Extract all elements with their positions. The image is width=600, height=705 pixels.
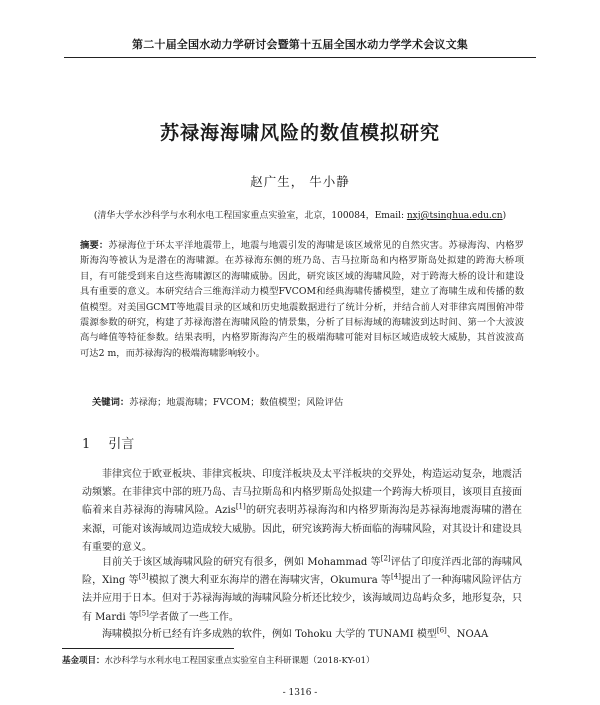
p2-text-a: 目前关于该区域海啸风险的研究有很多，例如 Mohammad 等 — [102, 557, 381, 568]
p1-tail: 的研究表明苏禄海沟和内格罗斯海沟是苏禄海地震海啸的潜在来源，可能对该海域周边造成较大威胁。因此，研究该跨海大桥面临的海啸风险，对其设计和建设具有重要的意义。 — [82, 505, 522, 553]
body-paragraph-2 — [82, 554, 522, 627]
citation-2[interactable]: [2] — [380, 554, 391, 563]
page-number: - 1316 - — [282, 688, 318, 698]
body-paragraph-1 — [82, 466, 522, 557]
paper-affiliation — [40, 208, 560, 221]
footnote-rule — [62, 648, 234, 649]
citation-3[interactable]: [3] — [138, 572, 149, 581]
citation-4[interactable]: [4] — [391, 572, 401, 581]
abstract-label: 摘要： — [80, 240, 109, 251]
p3-text-b: 、NOAA — [446, 629, 489, 640]
keywords-label: 关键词： — [92, 397, 130, 408]
p2-text-e: 学者做了一些工作。 — [148, 611, 239, 623]
affiliation-text: (清华大学水沙科学与水利水电工程国家重点实验室，北京，100084，Email: — [93, 211, 407, 221]
affiliation-email[interactable]: nxj@tsinghua.edu.cn — [406, 211, 503, 221]
footnote-text: 水沙科学与水利水电工程国家重点实验室自主科研课题（2018-KY-01） — [104, 656, 375, 666]
header-rule — [64, 57, 536, 58]
citation-1[interactable]: [1] — [235, 503, 246, 512]
section-heading — [82, 433, 134, 452]
footnote-label: 基金项目： — [62, 656, 105, 666]
keywords-text: 苏禄海；地震海啸；FVCOM；数值模型；风险评估 — [129, 397, 344, 408]
paper-authors: 赵广生， 牛小静 — [250, 174, 350, 189]
section-number: 1 — [82, 437, 91, 452]
p3-text-a: 海啸模拟分析已经有许多成熟的软件，例如 Tohoku 大学的 TUNAMI 模型 — [102, 629, 437, 640]
p1-text: 菲律宾位于欧亚板块、菲律宾板块、印度洋板块及太平洋板块的交界处，构造运动复杂，地震活动频繁。在菲律宾中部的班乃岛、吉马拉斯岛和内格罗斯岛处拟建一个跨海大桥项目，该项目直接面临着来自苏禄海的海啸风险。Azis — [82, 469, 522, 517]
citation-5[interactable]: [5] — [138, 609, 149, 618]
running-head: 第二十届全国水动力学研讨会暨第十五届全国水动力学学术会议文集 — [132, 38, 468, 51]
abstract-text: 苏禄海位于环太平洋地震带上，地震与地震引发的海啸是该区域常见的自然灾害。苏禄海沟、内格罗斯海沟等被认为是潜在的海啸源。在苏禄海东侧的班乃岛、吉马拉斯岛和内格罗斯岛处拟建的跨海大桥项目，有可能受到来自这些海啸源区的海啸威胁。因此，研究该区域的海啸风险，对于跨海大桥的设计和建设具有重要的意义。本研究结合三维海洋动力模型FVCOM和经典海啸传播模型，建立了海啸生成和传播的数值模型。对美国GCMT等地震目录的区域和历史地震数据进行了统计分析，并结合前人对菲律宾周围俯冲带震源参数的研究，构建了苏禄海潜在海啸风险的情景集，分析了目标海域的海啸波到达时间、第一个大波波高与峰值等特征参数。结果表明，内格罗斯海沟产生的极端海啸可能对目标区域造成较大威胁，其首波波高可达2 m，而苏禄海沟的极端海啸影响较小。 — [80, 240, 524, 359]
p2-text-d: 提出了一种海啸风险评估方法并应用于日本。但对于苏禄海海域的海啸风险分析还比较少，该海域周边岛屿众多，地形复杂，只有 Mardi 等 — [82, 575, 523, 623]
funding-footnote — [62, 654, 532, 666]
section-title: 引言 — [108, 437, 135, 452]
p2-text-b: 评估了印度洋西北部的海啸风险，Xing 等 — [82, 557, 522, 587]
body-paragraph-3 — [82, 626, 522, 644]
paper-title: 苏禄海海啸风险的数值模拟研究 — [159, 122, 440, 144]
citation-6[interactable]: [6] — [436, 626, 447, 635]
keywords — [92, 394, 524, 408]
p2-text-c: 模拟了澳大利亚东海岸的潜在海啸灾害，Okumura 等 — [148, 575, 392, 587]
abstract — [80, 238, 524, 361]
affiliation-close: ) — [502, 211, 507, 221]
